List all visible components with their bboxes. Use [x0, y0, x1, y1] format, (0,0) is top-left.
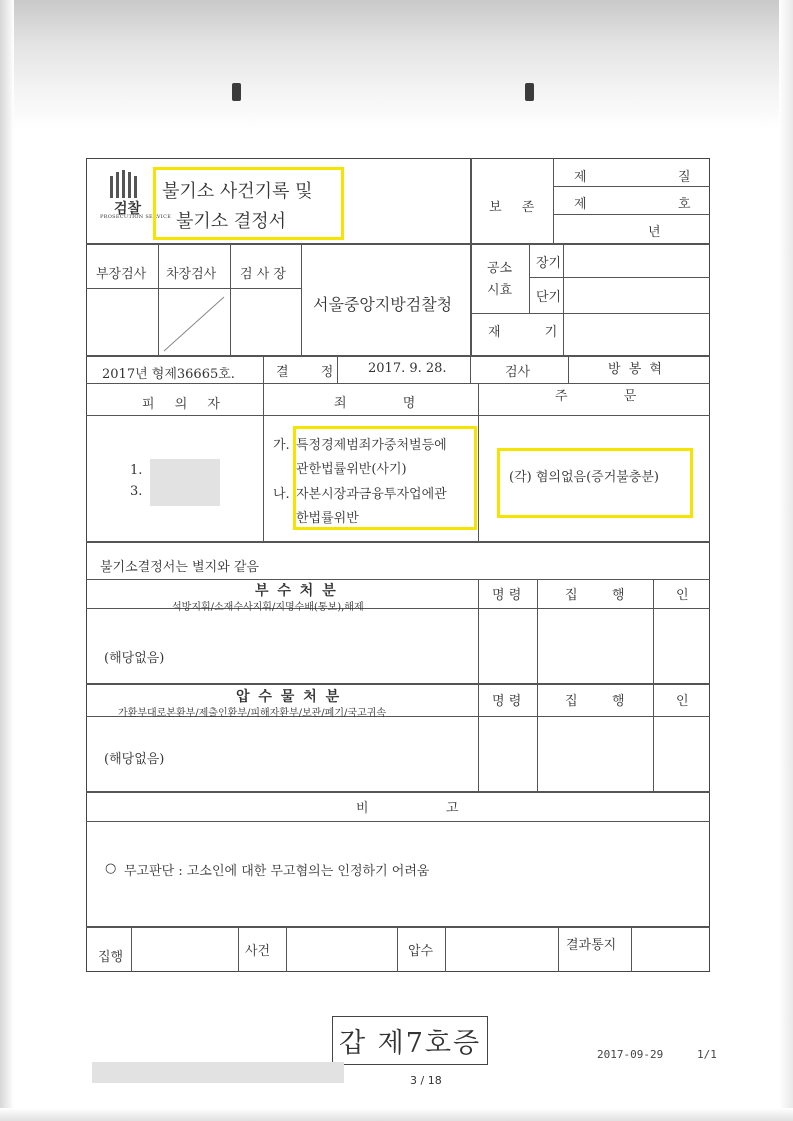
remarks-title-a: 비 — [356, 801, 369, 816]
charge-b-line1: 자본시장과금융투자업에관 — [296, 487, 447, 502]
office-name: 서울중앙지방검찰청 — [313, 295, 453, 314]
suspect-names-redaction — [150, 459, 220, 506]
case-row-bottom-line — [86, 383, 710, 384]
footer-div3 — [286, 926, 287, 972]
approval-top-line — [86, 243, 710, 245]
logo-subtext: PROSECUTION SERVICE — [100, 214, 172, 220]
seized-exec-label2: 행 — [612, 694, 625, 709]
suspect-item-1: 1. — [130, 463, 143, 478]
statute-inner-divider — [529, 243, 530, 313]
detention-value: (해당없음) — [104, 651, 165, 666]
seized-exec-label: 집 — [565, 694, 578, 709]
charge-a-marker: 가. — [273, 438, 290, 453]
case-row-div1 — [263, 355, 264, 383]
retention-row1-unit: 질 — [678, 170, 691, 185]
binder-clip-right — [525, 83, 534, 101]
remarks-title-b: 고 — [446, 801, 459, 816]
approval-col-line2 — [230, 243, 231, 355]
detention-order-label: 명 령 — [492, 588, 522, 603]
seized-order-label: 명 령 — [492, 694, 522, 709]
print-date: 2017-09-29 — [597, 1048, 664, 1061]
disposition-text: (각) 혐의없음(증거불충분) — [509, 470, 659, 485]
document-title-line2: 불기소 결정서 — [176, 211, 287, 232]
retention-label: 보 존 — [489, 200, 543, 215]
statute-label: 공소 시효 — [487, 261, 513, 298]
case-number: 2017년 형제36665호. — [102, 367, 235, 382]
charge-highlight-box — [293, 426, 477, 530]
scan-shadow-left — [0, 0, 14, 1121]
retention-row-line1 — [553, 186, 710, 187]
retention-divider-left — [470, 158, 472, 243]
detention-seal-label: 인 — [676, 588, 689, 603]
prosecutor-name: 방 봉 혁 — [608, 362, 664, 377]
prosecutor-label: 검사 — [505, 365, 531, 380]
charge-b-line2: 한법률위반 — [296, 511, 359, 526]
suspect-column-header: 피 의 자 — [142, 397, 228, 412]
statute-bottom-line — [470, 313, 710, 314]
column-header-line — [86, 415, 710, 416]
approval-head-chief: 부장검사 — [96, 267, 147, 282]
retention-row2-prefix: 제 — [574, 197, 587, 212]
seized-col-line2 — [537, 683, 538, 791]
footer-div1 — [131, 926, 132, 972]
logo-text: 검찰 — [114, 201, 142, 217]
remarks-top-line — [86, 791, 710, 793]
seized-subtitle: 가환부대로본환부/제출인환부/피해자환부/보관/폐기/국고귀속 — [118, 708, 387, 719]
case-row-top-line — [86, 355, 710, 357]
charge-a-line2: 관한법률위반(사기) — [296, 462, 407, 477]
footer-case-label: 사건 — [245, 944, 271, 959]
detention-exec-label2: 행 — [612, 588, 625, 603]
document-title-line1: 불기소 사건기록 및 — [162, 181, 313, 202]
print-page-fraction: 1/1 — [697, 1048, 717, 1061]
footer-div6 — [558, 926, 559, 972]
footer-redaction — [92, 1062, 344, 1083]
seized-top-line — [86, 683, 710, 685]
seized-col-line1 — [478, 683, 479, 791]
detention-title: 부 수 처 분 — [255, 583, 338, 599]
detention-exec-label: 집 — [565, 588, 578, 603]
approval-head-director: 검 사 장 — [240, 267, 286, 282]
approval-col-line3 — [301, 243, 302, 355]
retention-row3-unit: 년 — [648, 225, 661, 240]
retention-divider-inner — [553, 158, 554, 243]
footer-seizure-label: 압수 — [408, 944, 434, 959]
statute-row-line — [529, 277, 710, 278]
column-divider1 — [263, 383, 264, 541]
statute-short-label: 단기 — [536, 290, 562, 305]
approval-slash-mark — [158, 289, 230, 355]
footer-div7 — [631, 926, 632, 972]
scan-shadow-bottom — [0, 1108, 793, 1121]
statute-long-label: 장기 — [536, 256, 562, 271]
reprosecution-label: 재 기 — [488, 325, 578, 340]
charge-b-marker: 나. — [273, 487, 290, 502]
detention-subtitle: 석방지휘/소재수사지휘/지명수배(통보),해제 — [172, 602, 364, 613]
approval-head-deputy: 차장검사 — [166, 267, 217, 282]
remarks-text: 무고판단 : 고소인에 대한 무고혐의는 인정하기 어려움 — [124, 864, 430, 879]
detention-col-line2 — [537, 579, 538, 683]
detention-col-line3 — [653, 579, 654, 683]
seized-value: (해당없음) — [104, 752, 165, 767]
detention-col-line1 — [478, 579, 479, 683]
attached-note-top-line — [86, 541, 710, 543]
column-divider2 — [478, 383, 479, 541]
disposition-column-header: 주 문 — [555, 389, 663, 404]
seized-seal-label: 인 — [676, 694, 689, 709]
footer-div4 — [397, 926, 398, 972]
case-row-div4 — [568, 355, 569, 383]
seized-title: 압 수 물 처 분 — [236, 689, 342, 705]
exhibit-stamp: 갑 제7호증 — [332, 1016, 488, 1065]
footer-execution-label: 집행 — [98, 950, 124, 965]
page-number: 3 / 18 — [410, 1074, 442, 1087]
binder-clip-left — [232, 83, 241, 101]
charge-a-line1: 특정경제범죄가중처벌등에 — [296, 438, 447, 453]
attached-note-bottom-line — [86, 579, 710, 580]
attached-note: 불기소결정서는 별지와 같음 — [100, 560, 259, 575]
decision-label: 결 정 — [276, 365, 348, 380]
remarks-header-line — [86, 821, 710, 822]
case-row-div3 — [470, 355, 471, 383]
decision-date: 2017. 9. 28. — [368, 361, 447, 376]
remarks-bullet: ○ — [105, 861, 117, 876]
statute-divider — [470, 243, 472, 355]
footer-div2 — [238, 926, 239, 972]
disposition-highlight-box — [497, 448, 693, 518]
footer-notice-label: 결과통지 — [566, 938, 617, 953]
footer-div5 — [445, 926, 446, 972]
footer-row-top-line — [86, 926, 710, 928]
charge-column-header: 죄 명 — [334, 396, 442, 411]
scan-shadow-right — [779, 0, 793, 1121]
seized-col-line3 — [653, 683, 654, 791]
retention-row2-unit: 호 — [678, 197, 691, 212]
suspect-item-3: 3. — [130, 484, 143, 499]
retention-row1-prefix: 제 — [574, 170, 587, 185]
scan-shadow-top — [0, 0, 793, 130]
retention-row-line2 — [553, 214, 710, 215]
